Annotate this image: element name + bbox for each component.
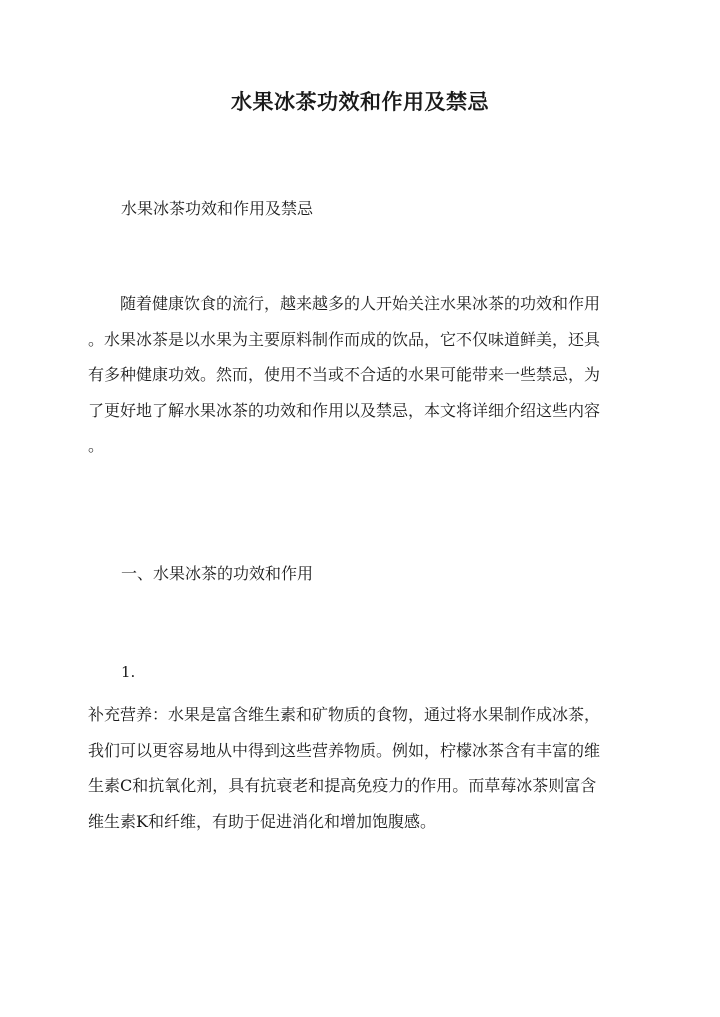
item-line: 补充营养：水果是富含维生素和矿物质的食物，通过将水果制作成冰茶，	[88, 705, 601, 724]
intro-line: 了更好地了解水果冰茶的功效和作用以及禁忌，本文将详细介绍这些内容	[88, 400, 601, 420]
intro-line: 有多种健康功效。然而，使用不当或不合适的水果可能带来一些禁忌，为	[88, 365, 601, 384]
item-line: 生素C和抗氧化剂，具有抗衰老和提高免疫力的作用。而草莓冰茶则富含	[88, 776, 597, 795]
document-title: 水果冰茶功效和作用及禁忌	[231, 89, 489, 114]
document-subtitle: 水果冰茶功效和作用及禁忌	[121, 199, 314, 218]
intro-line: 随着健康饮食的流行，越来越多的人开始关注水果冰茶的功效和作用	[88, 294, 601, 313]
section-heading: 一、水果冰茶的功效和作用	[121, 564, 314, 583]
item-number: 1.	[121, 663, 136, 681]
item-line: 我们可以更容易地从中得到这些营养物质。例如，柠檬冰茶含有丰富的维	[88, 740, 601, 760]
intro-line: 。	[88, 436, 105, 455]
item-line: 维生素K和纤维，有助于促进消化和增加饱腹感。	[88, 811, 436, 831]
intro-line: 。水果冰茶是以水果为主要原料制作而成的饮品，它不仅味道鲜美，还具	[88, 329, 601, 349]
item-paragraph	[88, 697, 648, 839]
intro-paragraph	[88, 286, 648, 464]
